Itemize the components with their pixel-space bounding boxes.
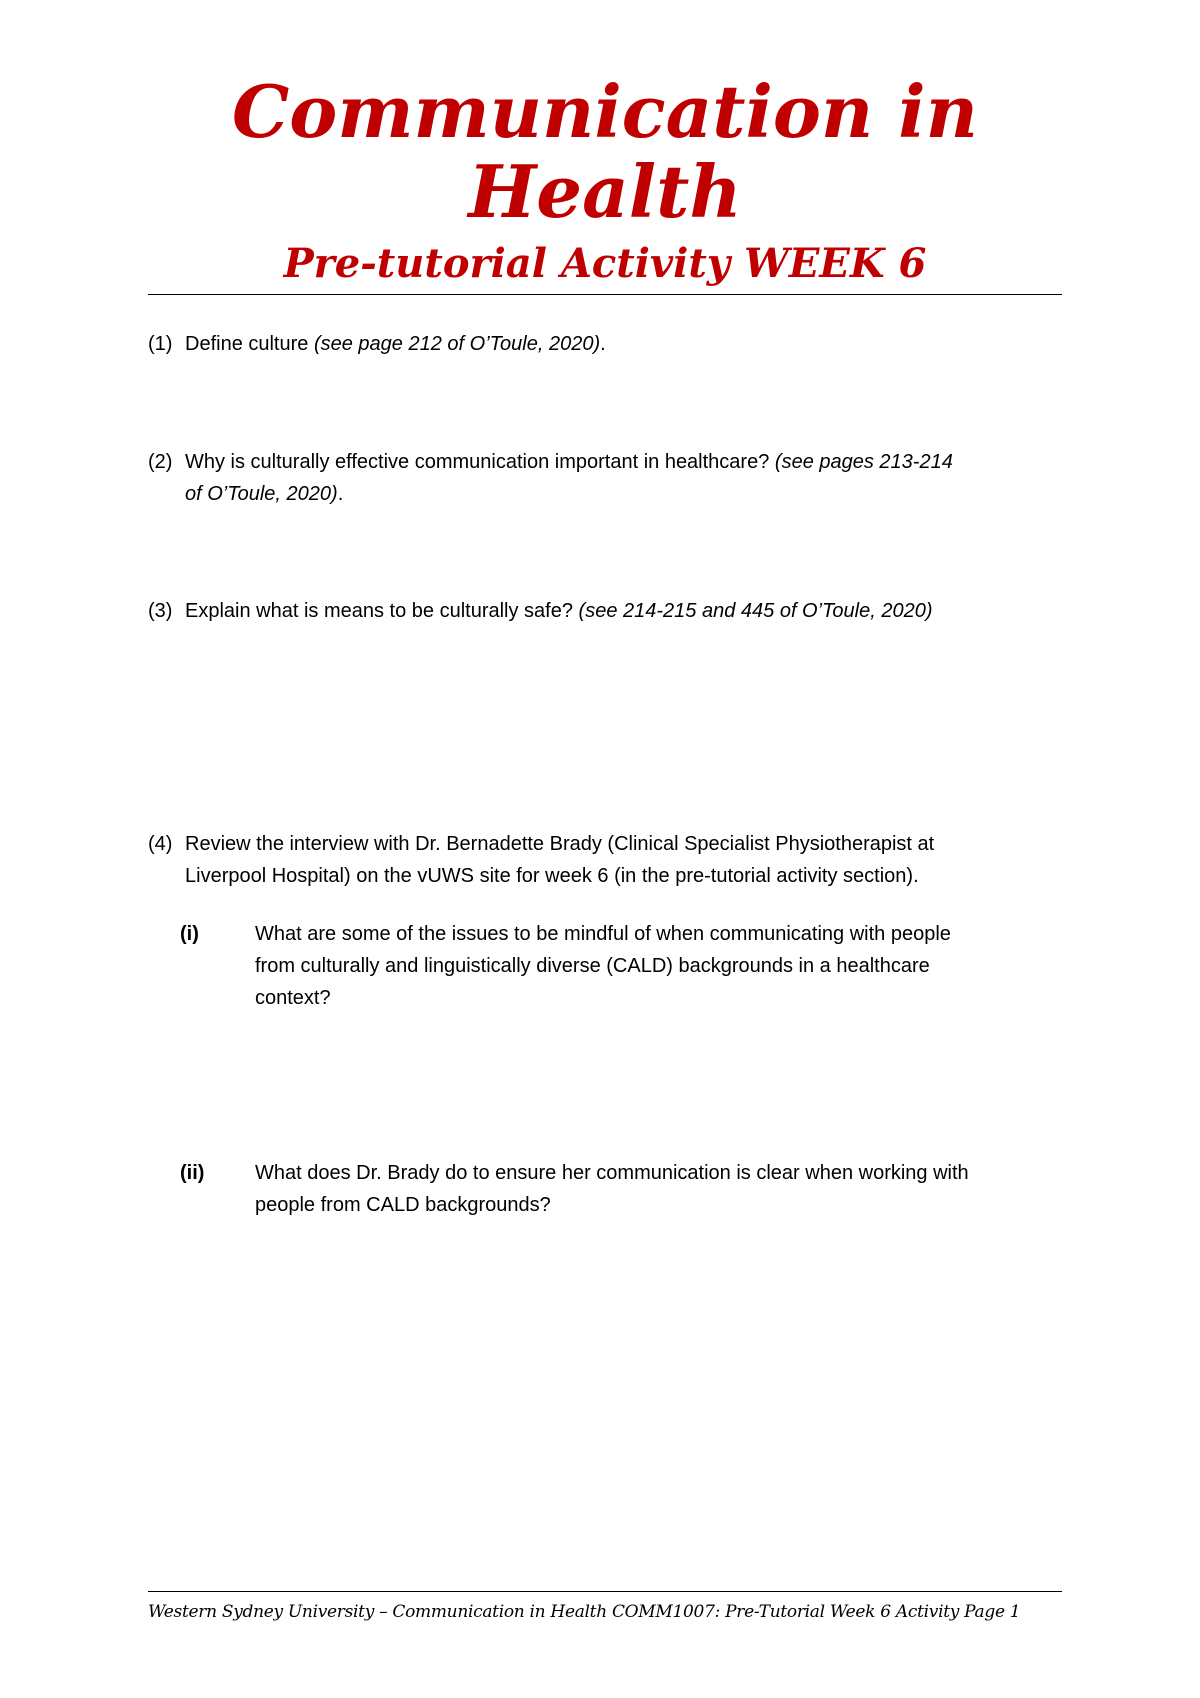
reference-cont: of O’Toule, 2020) bbox=[185, 483, 338, 505]
question-number: (1) bbox=[148, 333, 173, 355]
sub-question-i bbox=[180, 918, 1062, 1014]
footer-rule bbox=[148, 1591, 1062, 1592]
question-4 bbox=[148, 828, 1062, 892]
document-title bbox=[148, 69, 1062, 234]
page-footer: Western Sydney University – Communication in Health COMM1007: Pre-Tutorial Week 6 Activity Page 1 bbox=[148, 1602, 1021, 1622]
title-line-1: Communication in bbox=[232, 69, 978, 154]
question-number: (4) bbox=[148, 833, 173, 855]
sub-question-number: (i) bbox=[180, 923, 199, 945]
reference: (see pages 213-214 bbox=[774, 451, 953, 473]
sub-question-text: What are some of the issues to be mindful of when communicating with people from culturally and linguistically diverse (CALD) backgrounds in a healthcare context? bbox=[255, 923, 951, 1009]
reference: (see 214-215 and 445 of O’Toule, 2020) bbox=[578, 600, 933, 622]
question-text: Define culture (see page 212 of O’Toule, 2020). bbox=[185, 333, 606, 355]
question-2 bbox=[148, 446, 1062, 510]
header-rule bbox=[148, 294, 1062, 295]
document-subtitle: Pre-tutorial Activity WEEK 6 bbox=[283, 240, 927, 287]
sub-question-ii bbox=[180, 1157, 1062, 1221]
sub-question-text: What does Dr. Brady do to ensure her communication is clear when working with people from CALD backgrounds? bbox=[255, 1162, 969, 1216]
reference: (see page 212 of O’Toule, 2020) bbox=[313, 333, 601, 355]
question-3 bbox=[148, 595, 1062, 627]
question-1 bbox=[148, 328, 1062, 360]
title-line-2: Health bbox=[468, 149, 742, 234]
question-number: (2) bbox=[148, 451, 173, 473]
question-text: Review the interview with Dr. Bernadette Brady (Clinical Specialist Physiotherapist at Liverpool Hospital) on the vUWS site for week 6 (in the pre-tutorial activity section). bbox=[185, 833, 935, 887]
question-number: (3) bbox=[148, 600, 173, 622]
sub-question-number: (ii) bbox=[180, 1162, 205, 1184]
question-text: Explain what is means to be culturally safe? (see 214-215 and 445 of O’Toule, 2020) bbox=[185, 600, 933, 622]
question-text: Why is culturally effective communication important in healthcare? (see pages 213-214 of O’Toule, 2020). bbox=[185, 451, 953, 505]
